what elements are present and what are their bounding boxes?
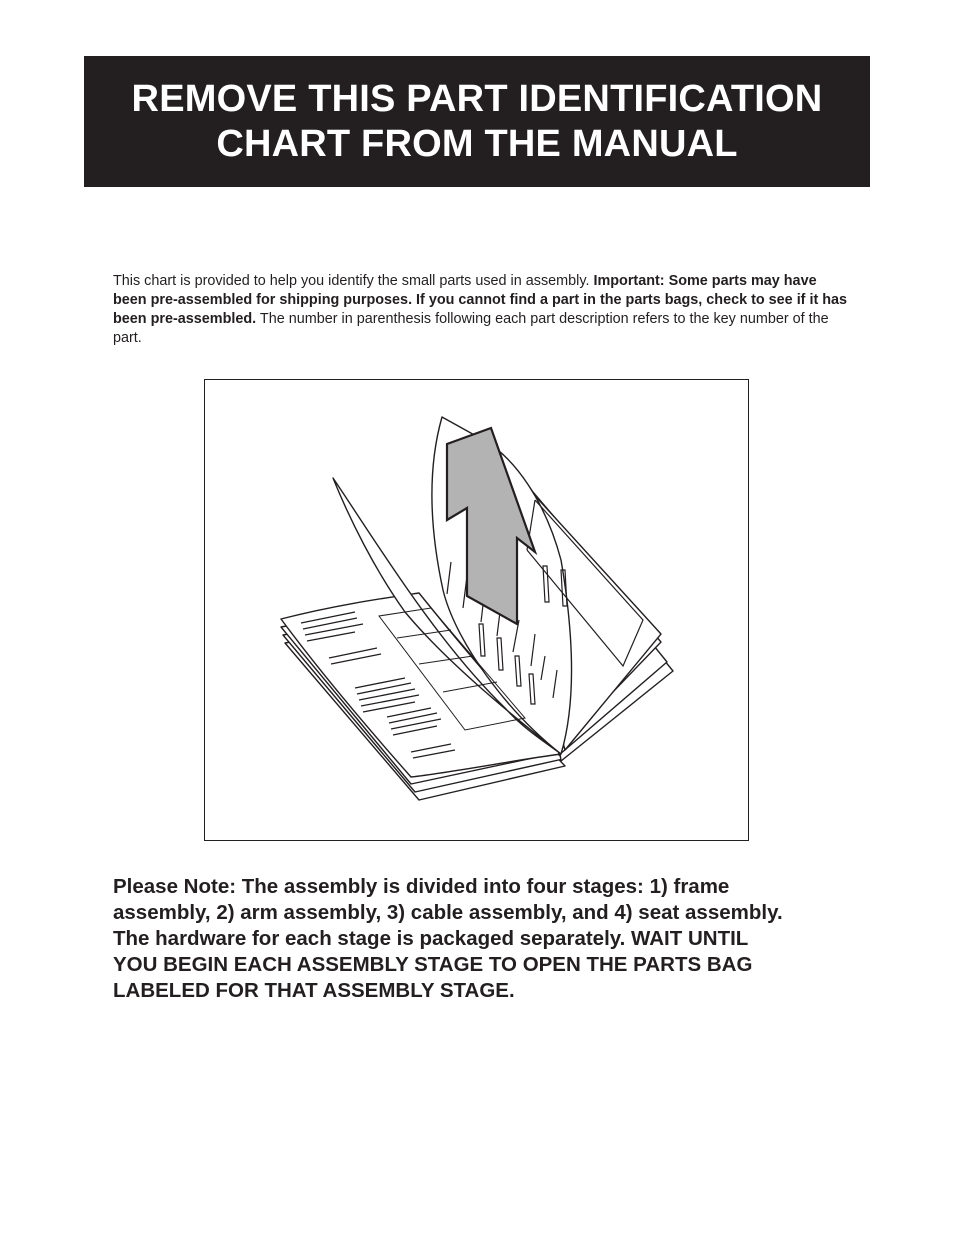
note-line-1: Please Note: The assembly is divided into four stages: 1) frame [113, 875, 730, 898]
title-banner [84, 56, 870, 187]
intro-text-1: This chart is provided to help you identify the small parts used in assembly. [113, 273, 594, 289]
note-line-3: The hardware for each stage is packaged separately. WAIT UNTIL [113, 927, 749, 950]
intro-important-text: Important: Some parts may have been pre-assembled for shipping purposes. If you cannot find a part in the parts bags, check to see if it has been pre-assembled. [113, 273, 848, 327]
manual-illustration-frame [204, 379, 749, 841]
assembly-note [113, 874, 853, 1004]
title-line-1: REMOVE THIS PART IDENTIFICATION [131, 77, 823, 120]
title-line-2: CHART FROM THE MANUAL [216, 122, 738, 165]
intro-text-2: The number in parenthesis following each part description refers to the key number of the part. [113, 311, 829, 346]
note-line-5: LABELED FOR THAT ASSEMBLY STAGE. [113, 979, 515, 1002]
note-line-4: YOU BEGIN EACH ASSEMBLY STAGE TO OPEN THE PARTS BAG [113, 953, 753, 976]
note-line-2: assembly, 2) arm assembly, 3) cable assembly, and 4) seat assembly. [113, 901, 783, 924]
manual-page-removal-icon [205, 380, 750, 842]
intro-paragraph [113, 272, 848, 348]
